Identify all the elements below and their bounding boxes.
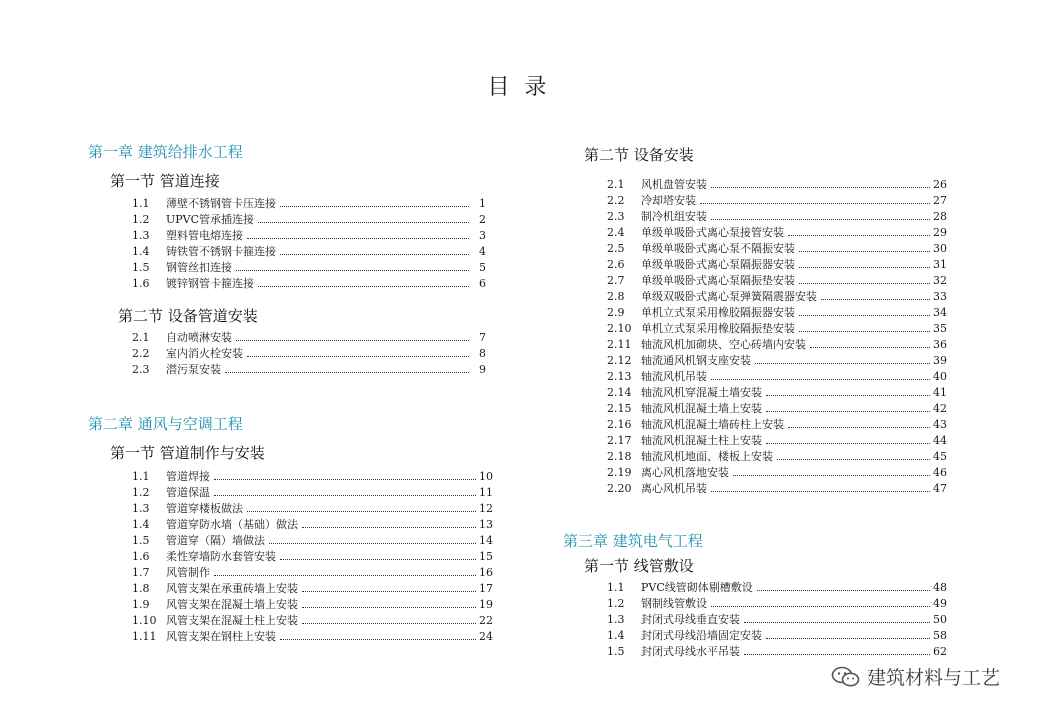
toc-entry-page: 3 <box>479 229 486 242</box>
toc-entry-label: 薄壁不锈钢管卡压连接 <box>166 197 276 210</box>
wechat-watermark <box>831 663 1000 690</box>
toc-entry <box>607 241 947 257</box>
toc-entry-number: 2.4 <box>607 226 625 239</box>
toc-entry-label: 封闭式母线沿墙固定安装 <box>641 629 762 642</box>
toc-entry-number: 1.1 <box>132 470 150 483</box>
toc-entry-page: 32 <box>933 274 947 287</box>
ch1-section-2-heading: 第二节 设备管道安装 <box>118 307 258 325</box>
toc-entry-number: 2.1 <box>132 331 150 344</box>
toc-entry-label: 单级单吸卧式离心泵隔振器安装 <box>641 258 795 271</box>
toc-entry-label: 钢制线管敷设 <box>641 597 707 610</box>
toc-entry-page: 7 <box>479 331 486 344</box>
toc-entry <box>132 517 493 533</box>
toc-entry-label: 风管支架在承重砖墙上安装 <box>166 582 298 595</box>
toc-entry-number: 1.6 <box>132 550 150 563</box>
toc-entry-number: 2.14 <box>607 386 632 399</box>
toc-entry <box>607 628 947 644</box>
chapter-2-heading: 第二章 通风与空调工程 <box>88 415 243 433</box>
toc-entry-page: 11 <box>479 486 493 499</box>
toc-dot-leader <box>280 254 469 255</box>
toc-entry-page: 45 <box>933 450 947 463</box>
toc-entry-page: 10 <box>479 470 493 483</box>
toc-entry-label: 风机盘管安装 <box>641 178 707 191</box>
ch2-section-2-list <box>607 177 947 497</box>
toc-entry <box>132 597 493 613</box>
toc-entry <box>132 346 486 362</box>
toc-entry <box>132 533 493 549</box>
toc-entry-label: 风管支架在钢柱上安装 <box>166 630 276 643</box>
toc-entry-page: 47 <box>933 482 947 495</box>
toc-entry-number: 2.5 <box>607 242 625 255</box>
toc-entry-number: 2.12 <box>607 354 632 367</box>
toc-entry-label: PVC线管砌体剔槽敷设 <box>641 581 753 594</box>
toc-entry-number: 1.5 <box>607 645 625 658</box>
toc-entry-label: 风管支架在混凝土柱上安装 <box>166 614 298 627</box>
ch1-section-2-list <box>132 330 486 378</box>
toc-entry-label: 单机立式泵采用橡胶隔振器安装 <box>641 306 795 319</box>
toc-entry-page: 31 <box>933 258 947 271</box>
toc-entry-label: 单级单吸卧式离心泵隔振垫安装 <box>641 274 795 287</box>
toc-entry <box>607 417 947 433</box>
ch2-section-2-heading: 第二节 设备安装 <box>584 146 694 164</box>
toc-entry-page: 42 <box>933 402 947 415</box>
ch3-section-1-list <box>607 580 947 660</box>
toc-dot-leader <box>757 590 930 591</box>
toc-entry-number: 1.1 <box>607 581 625 594</box>
toc-entry <box>132 362 486 378</box>
toc-entry-label: 管道焊接 <box>166 470 210 483</box>
toc-entry-label: 单机立式泵采用橡胶隔振垫安装 <box>641 322 795 335</box>
ch1-section-1-list <box>132 196 486 292</box>
toc-entry <box>132 260 486 276</box>
toc-entry-number: 2.3 <box>607 210 625 223</box>
toc-entry <box>132 629 493 645</box>
toc-entry-page: 26 <box>933 178 947 191</box>
toc-entry <box>607 273 947 289</box>
toc-entry <box>607 481 947 497</box>
toc-entry-label: 轴流通风机钢支座安装 <box>641 354 751 367</box>
toc-entry-label: 柔性穿墙防水套管安装 <box>166 550 276 563</box>
toc-entry-page: 24 <box>479 630 493 643</box>
toc-entry-number: 2.11 <box>607 338 632 351</box>
toc-entry-page: 4 <box>479 245 486 258</box>
toc-entry <box>132 501 493 517</box>
toc-entry-label: 制冷机组安装 <box>641 210 707 223</box>
toc-dot-leader <box>214 575 476 576</box>
toc-dot-leader <box>799 331 930 332</box>
toc-entry-label: 轴流风机混凝土柱上安装 <box>641 434 762 447</box>
toc-entry-page: 15 <box>479 550 493 563</box>
wechat-icon <box>831 665 861 689</box>
toc-entry-label: 风管支架在混凝土墙上安装 <box>166 598 298 611</box>
toc-dot-leader <box>766 638 930 639</box>
toc-entry-number: 2.17 <box>607 434 632 447</box>
toc-entry-page: 1 <box>479 197 486 210</box>
toc-dot-leader <box>744 654 930 655</box>
toc-dot-leader <box>766 411 930 412</box>
toc-entry-page: 41 <box>933 386 947 399</box>
toc-dot-leader <box>755 363 930 364</box>
toc-dot-leader <box>777 459 930 460</box>
toc-dot-leader <box>280 206 469 207</box>
toc-entry-label: 管道穿楼板做法 <box>166 502 243 515</box>
toc-entry <box>132 228 486 244</box>
toc-entry-label: 轴流风机地面、楼板上安装 <box>641 450 773 463</box>
toc-entry <box>607 305 947 321</box>
toc-entry-page: 34 <box>933 306 947 319</box>
toc-entry-page: 58 <box>933 629 947 642</box>
toc-entry-label: 轴流风机吊装 <box>641 370 707 383</box>
toc-dot-leader <box>711 606 930 607</box>
toc-dot-leader <box>733 475 930 476</box>
toc-entry <box>607 433 947 449</box>
toc-dot-leader <box>788 235 930 236</box>
toc-entry <box>607 449 947 465</box>
toc-entry-label: 轴流风机加砌块、空心砖墙内安装 <box>641 338 806 351</box>
toc-dot-leader <box>302 607 476 608</box>
toc-dot-leader <box>280 639 476 640</box>
toc-entry-label: UPVC管承插连接 <box>166 213 255 226</box>
toc-entry-page: 19 <box>479 598 493 611</box>
toc-entry-page: 13 <box>479 518 493 531</box>
toc-entry-page: 22 <box>479 614 493 627</box>
toc-entry-number: 1.10 <box>132 614 157 627</box>
toc-entry-label: 封闭式母线水平吊装 <box>641 645 740 658</box>
toc-dot-leader <box>766 443 930 444</box>
toc-entry-number: 2.7 <box>607 274 625 287</box>
toc-dot-leader <box>258 222 469 223</box>
toc-dot-leader <box>247 356 469 357</box>
toc-dot-leader <box>247 511 476 512</box>
toc-entry <box>607 401 947 417</box>
toc-entry-number: 1.2 <box>607 597 625 610</box>
toc-entry-page: 12 <box>479 502 493 515</box>
toc-entry-label: 管道穿（隔）墙做法 <box>166 534 265 547</box>
toc-entry-number: 1.2 <box>132 213 150 226</box>
toc-entry-label: 自动喷淋安装 <box>166 331 232 344</box>
toc-entry <box>132 613 493 629</box>
toc-entry-page: 5 <box>479 261 486 274</box>
toc-entry-number: 2.2 <box>607 194 625 207</box>
toc-dot-leader <box>280 559 476 560</box>
toc-entry <box>132 196 486 212</box>
toc-entry-number: 2.6 <box>607 258 625 271</box>
toc-entry-page: 17 <box>479 582 493 595</box>
toc-entry <box>607 177 947 193</box>
toc-entry-label: 管道穿防水墙（基础）做法 <box>166 518 298 531</box>
toc-entry <box>132 549 493 565</box>
toc-dot-leader <box>711 219 930 220</box>
toc-dot-leader <box>302 591 476 592</box>
toc-entry-number: 2.13 <box>607 370 632 383</box>
toc-dot-leader <box>766 395 930 396</box>
toc-entry-label: 单级单吸卧式离心泵接管安装 <box>641 226 784 239</box>
toc-entry-page: 30 <box>933 242 947 255</box>
toc-entry-label: 离心风机吊装 <box>641 482 707 495</box>
toc-dot-leader <box>214 479 476 480</box>
toc-dot-leader <box>302 623 476 624</box>
toc-entry <box>607 369 947 385</box>
toc-entry <box>607 596 947 612</box>
toc-entry-page: 28 <box>933 210 947 223</box>
toc-entry-page: 46 <box>933 466 947 479</box>
toc-entry <box>132 485 493 501</box>
toc-entry <box>607 580 947 596</box>
toc-dot-leader <box>258 286 469 287</box>
toc-entry-page: 49 <box>933 597 947 610</box>
toc-entry-page: 44 <box>933 434 947 447</box>
toc-dot-leader <box>214 495 476 496</box>
toc-entry <box>607 209 947 225</box>
toc-entry <box>607 644 947 660</box>
toc-entry <box>132 565 493 581</box>
toc-dot-leader <box>236 270 469 271</box>
toc-entry-page: 39 <box>933 354 947 367</box>
toc-entry <box>607 612 947 628</box>
ch2-section-1-list <box>132 469 493 645</box>
toc-entry-number: 1.5 <box>132 261 150 274</box>
toc-entry-label: 风管制作 <box>166 566 210 579</box>
toc-dot-leader <box>711 187 930 188</box>
toc-entry-number: 1.4 <box>132 245 150 258</box>
toc-entry <box>607 353 947 369</box>
toc-entry <box>607 337 947 353</box>
toc-entry-number: 1.7 <box>132 566 150 579</box>
toc-entry-number: 2.20 <box>607 482 632 495</box>
toc-entry-page: 14 <box>479 534 493 547</box>
toc-entry-page: 43 <box>933 418 947 431</box>
toc-entry-page: 36 <box>933 338 947 351</box>
toc-entry-page: 16 <box>479 566 493 579</box>
toc-entry-page: 27 <box>933 194 947 207</box>
toc-entry-label: 铸铁管不锈钢卡箍连接 <box>166 245 276 258</box>
toc-entry <box>607 321 947 337</box>
toc-dot-leader <box>821 299 930 300</box>
toc-entry-label: 单级单吸卧式离心泵不隔振安装 <box>641 242 795 255</box>
toc-entry-label: 室内消火栓安装 <box>166 347 243 360</box>
toc-entry-label: 冷却塔安装 <box>641 194 696 207</box>
ch2-section-1-heading: 第一节 管道制作与安装 <box>110 444 265 462</box>
toc-dot-leader <box>788 427 930 428</box>
chapter-3-heading: 第三章 建筑电气工程 <box>563 532 703 550</box>
toc-entry-number: 1.6 <box>132 277 150 290</box>
toc-entry-label: 轴流风机混凝土墙砖柱上安装 <box>641 418 784 431</box>
toc-entry-number: 1.2 <box>132 486 150 499</box>
toc-entry-number: 1.4 <box>607 629 625 642</box>
ch1-section-1-heading: 第一节 管道连接 <box>110 172 220 190</box>
toc-entry-label: 单级双吸卧式离心泵弹簧隔震器安装 <box>641 290 817 303</box>
toc-entry-number: 1.1 <box>132 197 150 210</box>
toc-entry-label: 塑料管电熔连接 <box>166 229 243 242</box>
toc-dot-leader <box>269 543 476 544</box>
toc-entry <box>132 276 486 292</box>
toc-entry-number: 1.8 <box>132 582 150 595</box>
toc-entry-number: 1.3 <box>132 502 150 515</box>
toc-dot-leader <box>799 267 930 268</box>
toc-entry-number: 1.9 <box>132 598 150 611</box>
toc-entry-number: 2.1 <box>607 178 625 191</box>
toc-entry-label: 轴流风机穿混凝土墙安装 <box>641 386 762 399</box>
toc-entry <box>132 244 486 260</box>
toc-entry-page: 9 <box>479 363 486 376</box>
toc-entry <box>607 193 947 209</box>
toc-dot-leader <box>799 315 930 316</box>
toc-entry-page: 35 <box>933 322 947 335</box>
toc-entry-label: 封闭式母线垂直安装 <box>641 613 740 626</box>
toc-entry-page: 2 <box>479 213 486 226</box>
toc-entry-label: 离心风机落地安装 <box>641 466 729 479</box>
ch3-section-1-heading: 第一节 线管敷设 <box>584 557 694 575</box>
toc-entry-label: 钢管丝扣连接 <box>166 261 232 274</box>
toc-entry-page: 62 <box>933 645 947 658</box>
toc-entry <box>607 289 947 305</box>
toc-dot-leader <box>302 527 476 528</box>
watermark-text: 建筑材料与工艺 <box>866 667 1000 689</box>
toc-entry <box>132 581 493 597</box>
toc-dot-leader <box>711 491 930 492</box>
toc-entry-number: 1.4 <box>132 518 150 531</box>
toc-entry-number: 1.5 <box>132 534 150 547</box>
toc-entry-number: 1.11 <box>132 630 157 643</box>
toc-entry <box>607 465 947 481</box>
chapter-1-heading: 第一章 建筑给排水工程 <box>88 143 243 161</box>
toc-entry-number: 2.10 <box>607 322 632 335</box>
toc-entry-number: 2.16 <box>607 418 632 431</box>
toc-entry-number: 2.3 <box>132 363 150 376</box>
toc-entry <box>607 385 947 401</box>
toc-dot-leader <box>744 622 930 623</box>
toc-dot-leader <box>247 238 469 239</box>
toc-entry-page: 40 <box>933 370 947 383</box>
toc-dot-leader <box>225 372 469 373</box>
toc-dot-leader <box>799 251 930 252</box>
toc-entry-number: 2.8 <box>607 290 625 303</box>
toc-entry-page: 8 <box>479 347 486 360</box>
toc-entry-page: 29 <box>933 226 947 239</box>
toc-entry-label: 管道保温 <box>166 486 210 499</box>
toc-dot-leader <box>236 340 469 341</box>
toc-entry-label: 镀锌钢管卡箍连接 <box>166 277 254 290</box>
toc-entry-number: 2.15 <box>607 402 632 415</box>
toc-entry-number: 1.3 <box>132 229 150 242</box>
toc-entry-page: 48 <box>933 581 947 594</box>
toc-dot-leader <box>799 283 930 284</box>
toc-entry-number: 1.3 <box>607 613 625 626</box>
toc-entry <box>132 212 486 228</box>
toc-entry-number: 2.9 <box>607 306 625 319</box>
toc-dot-leader <box>810 347 930 348</box>
toc-entry-number: 2.18 <box>607 450 632 463</box>
toc-dot-leader <box>711 379 930 380</box>
toc-entry-page: 6 <box>479 277 486 290</box>
toc-entry-number: 2.2 <box>132 347 150 360</box>
toc-dot-leader <box>700 203 930 204</box>
toc-entry-label: 潜污泵安装 <box>166 363 221 376</box>
toc-entry <box>607 257 947 273</box>
toc-entry <box>132 330 486 346</box>
toc-entry-page: 50 <box>933 613 947 626</box>
page-title: 目 录 <box>487 75 551 100</box>
toc-entry <box>132 469 493 485</box>
toc-entry <box>607 225 947 241</box>
toc-entry-number: 2.19 <box>607 466 632 479</box>
toc-entry-label: 轴流风机混凝土墙上安装 <box>641 402 762 415</box>
toc-entry-page: 33 <box>933 290 947 303</box>
